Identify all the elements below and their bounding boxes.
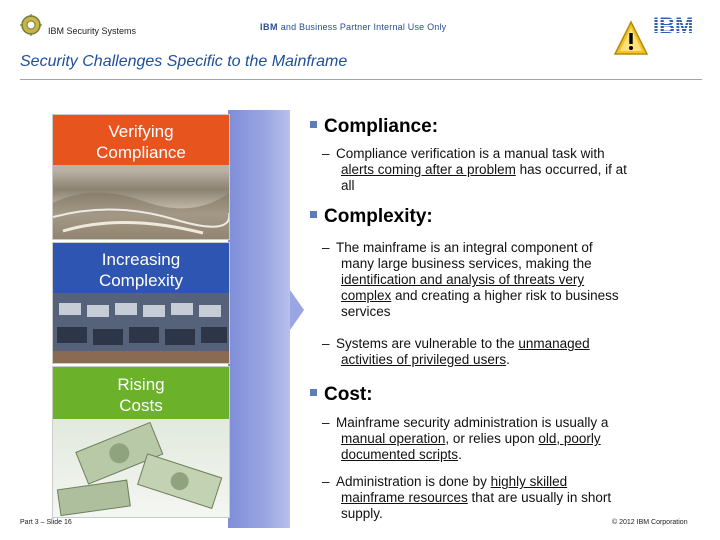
slide-number: Part 3 – Slide 16 <box>20 519 72 526</box>
complexity-item-2: – Systems are vulnerable to the unmanaged activities of privileged users. <box>322 336 590 367</box>
tile-label-complexity: Increasing Complexity <box>98 250 184 290</box>
banner-text: and Business Partner Internal Use Only <box>280 22 447 32</box>
heading-cost: Cost: <box>310 384 373 406</box>
tile-rising-costs <box>52 366 230 518</box>
copyright: © 2012 IBM Corporation <box>612 519 688 526</box>
banner-ibm: IBM <box>260 22 278 32</box>
complexity-item-1: – The mainframe is an integral component of many large business services, making the identification and analysis of threats very complex and creating a higher risk to business services <box>322 240 619 319</box>
bullet-square-icon <box>310 211 317 218</box>
tile-label-compliance: Verifying Compliance <box>96 122 186 162</box>
side-accent-bar <box>228 110 290 528</box>
tile-increasing-complexity <box>52 242 230 364</box>
ibm-logo <box>652 14 702 36</box>
cost-item-1: – Mainframe security administration is usually a manual operation, or relies upon old, poorly documented scripts. <box>322 415 609 462</box>
page-title: Security Challenges Specific to the Mainframe <box>20 53 348 70</box>
title-divider <box>20 79 702 80</box>
heading-complexity: Complexity: <box>310 206 433 228</box>
tile-label-costs: Rising Costs <box>117 375 165 415</box>
bullet-square-icon <box>310 121 317 128</box>
internal-use-banner <box>260 22 446 32</box>
side-accent-arrow <box>290 290 304 330</box>
svg-text:IBM: IBM <box>653 14 694 36</box>
brand-label: IBM Security Systems <box>48 26 137 36</box>
heading-compliance: Compliance: <box>310 116 438 138</box>
bullet-square-icon <box>310 389 317 396</box>
tile-verifying-compliance <box>52 114 230 240</box>
warning-icon <box>613 20 649 60</box>
ibm-security-emblem <box>20 14 42 36</box>
compliance-item-1: – Compliance verification is a manual task with alerts coming after a problem has occurred, if at all <box>322 146 627 193</box>
cost-item-2: – Administration is done by highly skilled mainframe resources that are usually in short supply. <box>322 474 612 521</box>
